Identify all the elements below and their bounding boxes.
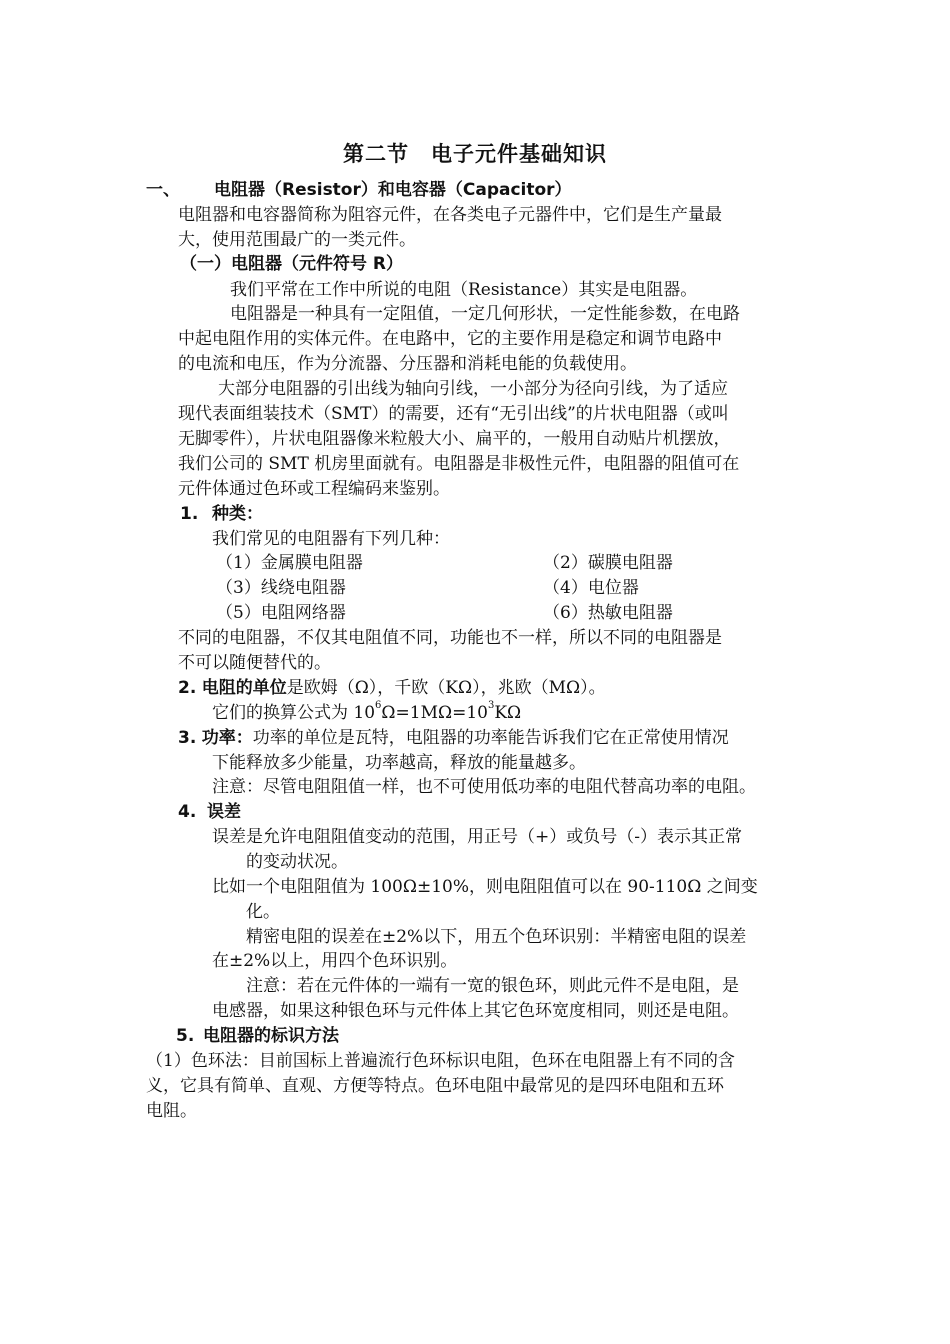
formula-part: KΩ <box>494 703 522 723</box>
intro-line: 电阻器和电容器简称为阻容元件，在各类电子元器件中，它们是生产量最 <box>178 205 722 225</box>
intro-line: 大，使用范围最广的一类元件。 <box>178 230 416 250</box>
note-line: 注意：尽管电阻阻值一样，也不可使用低功率的电阻代替高功率的电阻。 <box>212 777 756 797</box>
item-number: 1. <box>180 504 199 524</box>
paragraph-line: 不同的电阻器，不仅其电阻值不同，功能也不一样，所以不同的电阻器是 <box>178 628 722 648</box>
item-number: 2. <box>178 678 197 698</box>
paragraph-line: 下能释放多少能量，功率越高，释放的能量越多。 <box>212 753 586 773</box>
item-heading: 电阻的单位 <box>201 678 287 698</box>
power-line <box>178 726 729 750</box>
paragraph-line: 比如一个电阻阻值为 100Ω±10%，则电阻阻值可以在 90-110Ω 之间变 <box>212 877 758 897</box>
formula-part: 它们的换算公式为 10 <box>212 703 376 723</box>
item-heading: 电阻器的标识方法 <box>203 1026 339 1046</box>
paragraph-line: 误差是允许电阻阻值变动的范围，用正号（+）或负号（-）表示其正常 <box>212 827 742 847</box>
resistor-type: （4）电位器 <box>543 578 639 598</box>
page-title: 第二节 电子元件基础知识 <box>343 142 607 166</box>
paragraph-line: 的变动状况。 <box>246 852 348 872</box>
item-text: 是欧姆（Ω），千欧（KΩ），兆欧（MΩ）。 <box>286 678 606 698</box>
paragraph-line: 义，它具有简单、直观、方便等特点。色环电阻中最常见的是四环电阻和五环 <box>146 1076 724 1096</box>
conversion-formula <box>212 701 521 725</box>
paragraph-line: 我们平常在工作中所说的电阻（Resistance）其实是电阻器。 <box>230 280 698 300</box>
paragraph-line: 元件体通过色环或工程编码来鉴别。 <box>178 479 450 499</box>
resistor-type: （3）线绕电阻器 <box>216 578 346 598</box>
paragraph-line: 大部分电阻器的引出线为轴向引线，一小部分为径向引线，为了适应 <box>218 379 728 399</box>
paragraph-line: 我们公司的 SMT 机房里面就有。电阻器是非极性元件，电阻器的阻值可在 <box>178 454 740 474</box>
paragraph-line: 精密电阻的误差在±2%以下，用五个色环识别：半精密电阻的误差 <box>246 927 747 947</box>
paragraph-line: 不可以随便替代的。 <box>178 653 331 673</box>
paragraph-line: 现代表面组装技术（SMT）的需要，还有“无引出线”的片状电阻器（或叫 <box>178 404 729 424</box>
paragraph-line: 电阻器是一种具有一定阻值，一定几何形状，一定性能参数，在电路 <box>230 304 740 324</box>
item-heading: 误差 <box>207 802 241 822</box>
resistor-type: （5）电阻网络器 <box>216 603 346 623</box>
paragraph-line: 电阻。 <box>146 1101 197 1121</box>
resistor-type: （1）金属膜电阻器 <box>216 553 363 573</box>
paragraph-line: 我们常见的电阻器有下列几种： <box>212 529 450 549</box>
item-number: 3. <box>178 728 197 748</box>
paragraph-line: 电感器，如果这种银色环与元件体上其它色环宽度相同，则还是电阻。 <box>212 1001 739 1021</box>
paragraph-line: 在±2%以上，用四个色环识别。 <box>212 951 458 971</box>
paragraph-line: （1）色环法：目前国标上普遍流行色环标识电阻，色环在电阻器上有不同的含 <box>146 1051 735 1071</box>
section-number: 一、 <box>146 180 180 200</box>
resistor-type: （6）热敏电阻器 <box>543 603 673 623</box>
paragraph-line: 注意：若在元件体的一端有一宽的银色环，则此元件不是电阻，是 <box>246 976 739 996</box>
formula-exponent: 3 <box>487 700 495 711</box>
formula-exponent: 6 <box>375 700 382 711</box>
unit-line <box>178 676 606 700</box>
paragraph-line: 中起电阻作用的实体元件。在电路中，它的主要作用是稳定和调节电路中 <box>178 329 722 349</box>
item-heading: 功率： <box>201 728 253 748</box>
item-heading: 种类： <box>212 504 263 524</box>
paragraph-line: 的电流和电压，作为分流器、分压器和消耗电能的负载使用。 <box>178 354 637 374</box>
paragraph-line: 无脚零件），片状电阻器像米粒般大小、扁平的，一般用自动贴片机摆放， <box>178 429 731 449</box>
item-text: 功率的单位是瓦特，电阻器的功率能告诉我们它在正常使用情况 <box>252 728 729 748</box>
formula-part: Ω=1MΩ=10 <box>381 703 488 723</box>
item-number: 5. <box>176 1026 195 1046</box>
section-heading: 电阻器（Resistor）和电容器（Capacitor） <box>214 180 572 200</box>
subsection-heading: （一）电阻器（元件符号 R） <box>180 254 404 274</box>
paragraph-line: 化。 <box>246 902 280 922</box>
resistor-type: （2）碳膜电阻器 <box>543 553 673 573</box>
item-number: 4. <box>178 802 197 822</box>
